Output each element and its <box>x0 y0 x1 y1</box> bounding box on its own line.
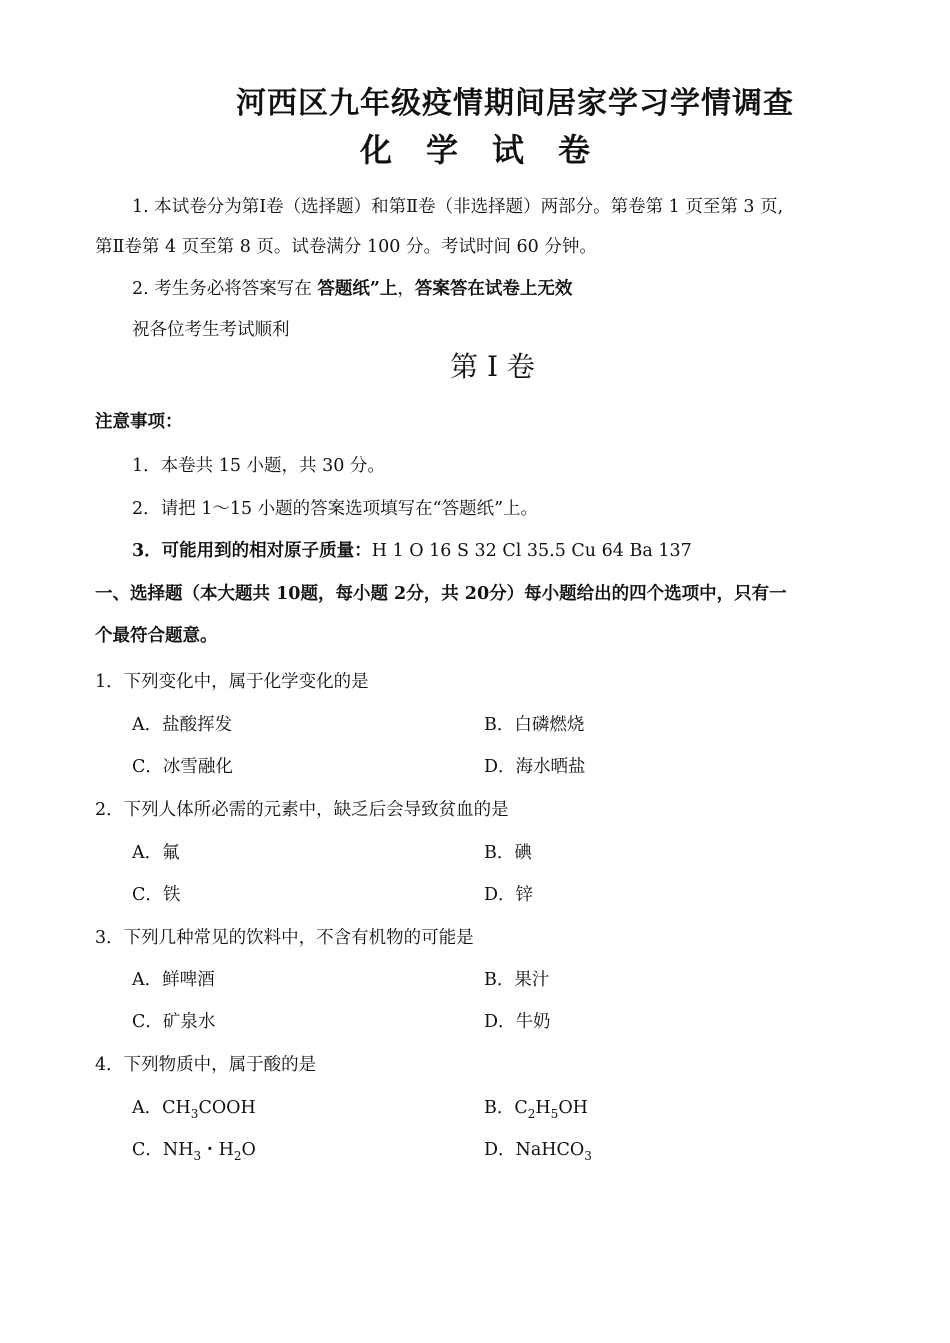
question-3-option-d: D．牛奶 <box>484 1012 551 1032</box>
formula-part: H <box>535 1098 551 1118</box>
instruction-line-1: 1. 本试卷分为第Ⅰ卷（选择题）和第Ⅱ卷（非选择题）两部分。第卷第 1 页至第 3 页, <box>132 197 784 217</box>
instruction-line-3-a: 2. 考生务必将答案写在 <box>132 279 318 299</box>
formula-part: O <box>241 1140 256 1160</box>
part-heading-line-2: 个最符合题意。 <box>95 626 218 646</box>
formula-part: NaHCO <box>515 1140 585 1160</box>
option-d-label: D． <box>484 1140 516 1160</box>
formula-subscript: 5 <box>550 1107 559 1121</box>
atomic-masses: H 1 O 16 S 32 Cl 35.5 Cu 64 Ba 137 <box>371 541 692 561</box>
instruction-line-2: 第Ⅱ卷第 4 页至第 8 页。试卷满分 100 分。考试时间 60 分钟。 <box>95 237 597 257</box>
formula-part: ・H <box>201 1140 234 1160</box>
section-title: 第 I 卷 <box>450 350 535 383</box>
question-3-stem: 3．下列几种常见的饮料中，不含有机物的可能是 <box>95 928 474 948</box>
notice-item-3 <box>132 539 692 563</box>
question-3-option-c: C．矿泉水 <box>132 1012 216 1032</box>
question-3-option-a: A．鲜啤酒 <box>132 970 215 990</box>
formula-subscript: 3 <box>190 1107 199 1121</box>
question-2-stem: 2．下列人体所必需的元素中，缺乏后会导致贫血的是 <box>95 800 509 820</box>
question-2-option-a: A．氟 <box>132 843 180 863</box>
question-2-option-c: C．铁 <box>132 885 181 905</box>
option-c-label: C． <box>132 1140 163 1160</box>
formula-subscript: 3 <box>193 1149 202 1163</box>
question-1-option-a: A．盐酸挥发 <box>132 715 233 735</box>
exam-title: 河西区九年级疫情期间居家学习学情调查 <box>236 86 794 121</box>
option-a-label: A． <box>132 1098 163 1118</box>
question-4-option-a <box>132 1096 256 1120</box>
question-4-option-b <box>484 1096 588 1120</box>
exam-subtitle: 化学试卷 <box>359 131 624 169</box>
formula-subscript: 2 <box>233 1149 242 1163</box>
question-1-option-d: D．海水晒盐 <box>484 757 586 777</box>
question-2-option-d: D．锌 <box>484 885 534 905</box>
question-4-option-d <box>484 1138 592 1162</box>
notice-item-3-label: 3．可能用到的相对原子质量： <box>132 541 372 561</box>
option-b-label: B． <box>484 1098 515 1118</box>
formula-part: COOH <box>198 1098 256 1118</box>
instruction-line-3-d: 答案答在试卷上无效 <box>414 279 573 299</box>
question-4-stem: 4．下列物质中，属于酸的是 <box>95 1055 317 1075</box>
question-1-option-b: B．白磷燃烧 <box>484 715 585 735</box>
question-3-option-b: B．果汁 <box>484 970 550 990</box>
formula-subscript: 2 <box>527 1107 536 1121</box>
notice-item-1: 1．本卷共 15 小题，共 30 分。 <box>132 456 385 476</box>
instruction-line-3 <box>132 277 572 301</box>
formula-part: CH <box>162 1098 191 1118</box>
instruction-line-3-b: 答题纸”上 <box>317 279 398 299</box>
formula-part: OH <box>558 1098 588 1118</box>
notice-label: 注意事项： <box>95 412 183 432</box>
question-1-option-c: C．冰雪融化 <box>132 757 233 777</box>
question-2-option-b: B．碘 <box>484 843 532 863</box>
part-heading-line-1: 一、选择题（本大题共 10题，每小题 2分，共 20分）每小题给出的四个选项中，只有一 <box>95 584 787 604</box>
formula-subscript: 3 <box>584 1149 592 1163</box>
question-4-option-c <box>132 1138 256 1162</box>
instruction-line-4: 祝各位考生考试顺利 <box>132 320 290 340</box>
notice-item-2: 2．请把 1～15 小题的答案选项填写在“答题纸”上。 <box>132 499 539 519</box>
question-1-stem: 1．下列变化中，属于化学变化的是 <box>95 672 369 692</box>
formula-part: NH <box>162 1140 194 1160</box>
instruction-line-3-c: ， <box>397 279 415 299</box>
formula-part: C <box>514 1098 528 1118</box>
